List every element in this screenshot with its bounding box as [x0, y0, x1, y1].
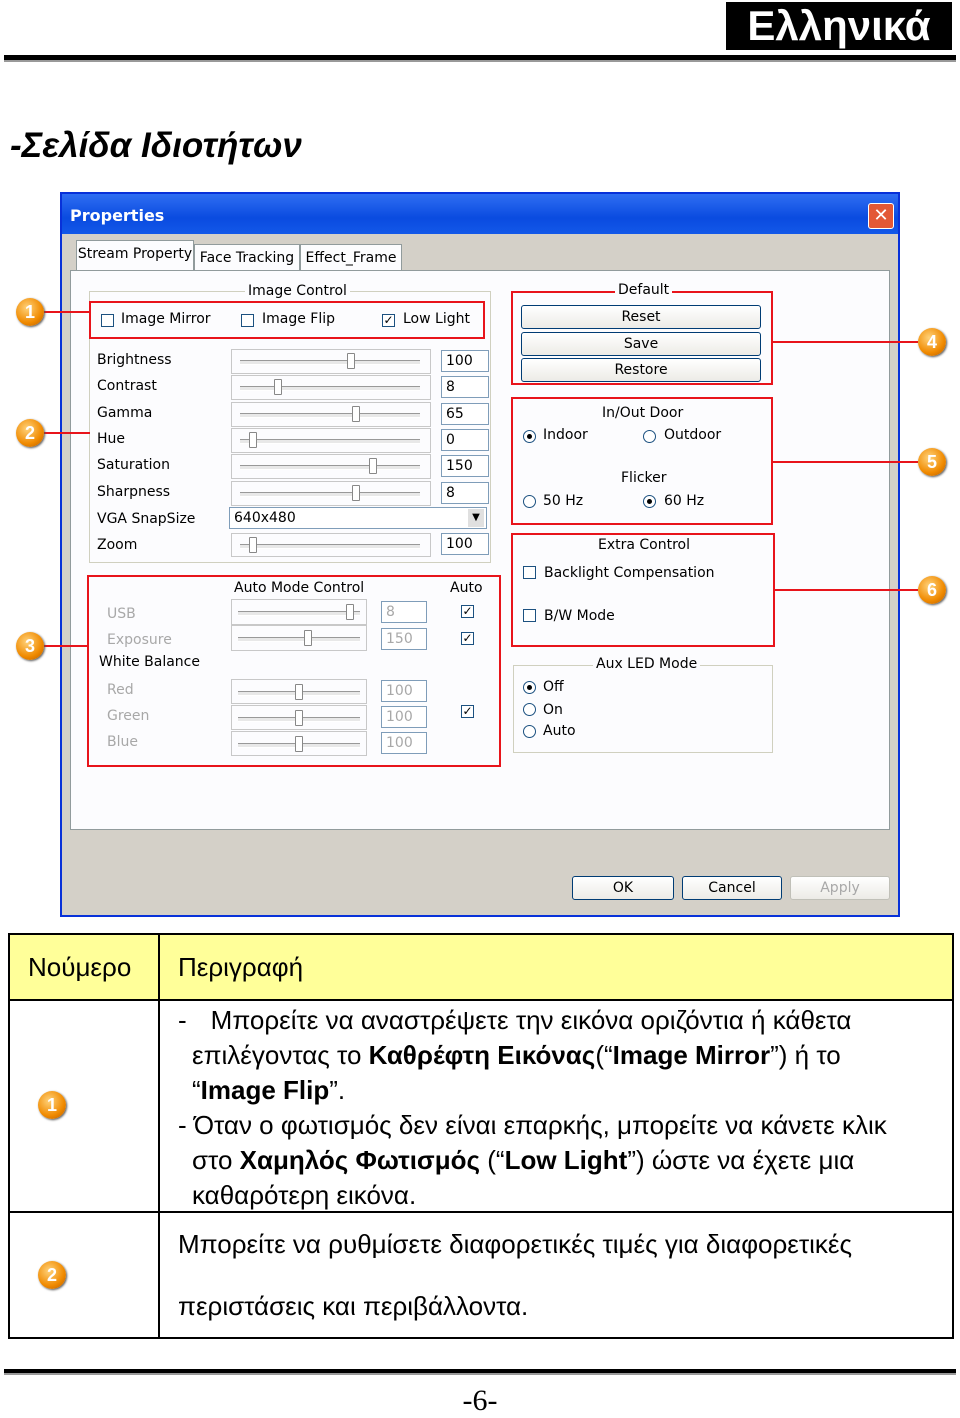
callout-3-marker: 3 — [16, 632, 44, 660]
zoom-slider-frame — [231, 533, 431, 557]
white-balance-label: White Balance — [99, 654, 200, 670]
hz50-radio[interactable] — [523, 495, 536, 508]
sharpness-value-box[interactable]: 8 — [441, 482, 489, 504]
chevron-down-icon[interactable]: ▼ — [468, 509, 484, 527]
green-label: Green — [107, 708, 150, 724]
auto-column-title: Auto — [447, 580, 486, 596]
tab-stream-property[interactable]: Stream Property — [76, 240, 194, 271]
saturation-slider-frame — [231, 454, 431, 479]
backlight-label: Backlight Compensation — [544, 565, 715, 581]
saturation-value-box[interactable]: 150 — [441, 455, 489, 477]
row1-text3a: “ — [192, 1075, 201, 1105]
sharpness-slider-thumb[interactable] — [352, 485, 360, 501]
green-value-box[interactable]: 100 — [381, 706, 427, 728]
tab-effect-frame[interactable]: Effect_Frame — [300, 244, 402, 271]
inout-door-title: In/Out Door — [599, 405, 686, 421]
hz50-label: 50 Hz — [543, 493, 584, 509]
outdoor-radio[interactable] — [643, 430, 656, 443]
column-divider — [158, 935, 160, 1337]
row1-text2d: Image Mirror — [612, 1040, 771, 1070]
exposure-slider-frame — [231, 625, 367, 651]
bw-mode-label: B/W Mode — [544, 608, 615, 624]
restore-button[interactable]: Restore — [521, 358, 761, 382]
aux-on-radio[interactable] — [523, 703, 536, 716]
description-table — [8, 933, 954, 1339]
indoor-radio[interactable] — [523, 430, 536, 443]
gamma-slider-frame — [231, 402, 431, 427]
backlight-checkbox[interactable] — [523, 566, 536, 579]
row1-line4: - Όταν ο φωτισμός δεν είναι επαρκής, μπορείτε να κάνετε κλικ — [178, 1110, 887, 1140]
save-button[interactable]: Save — [521, 332, 761, 356]
row1-text5a: στο — [192, 1145, 240, 1175]
saturation-label: Saturation — [97, 457, 170, 474]
row1-description — [178, 1003, 887, 1213]
exposure-slider-thumb[interactable] — [304, 630, 312, 646]
row1-text2c: (“ — [595, 1040, 613, 1070]
footer-rule — [4, 1369, 956, 1375]
usb-auto-checkbox[interactable]: ✓ — [462, 604, 473, 618]
contrast-slider-track — [240, 386, 420, 391]
callout-6-marker: 6 — [918, 576, 946, 604]
green-slider-frame — [231, 705, 367, 730]
hz60-radio[interactable] — [643, 495, 656, 508]
header-description: Περιγραφή — [178, 952, 304, 982]
aux-auto-radio[interactable] — [523, 725, 536, 738]
extra-control-title: Extra Control — [595, 537, 693, 553]
outdoor-label: Outdoor — [664, 427, 722, 443]
apply-button[interactable]: Apply — [790, 876, 890, 900]
vga-snapsize-label: VGA SnapSize — [97, 511, 196, 527]
tab-panel — [70, 270, 890, 830]
image-mirror-checkbox[interactable] — [101, 314, 114, 327]
gamma-label: Gamma — [97, 404, 153, 421]
aux-off-label: Off — [543, 679, 564, 695]
row1-line2 — [178, 1038, 887, 1073]
properties-dialog — [60, 192, 900, 917]
red-value-box[interactable]: 100 — [381, 680, 427, 702]
aux-on-label: On — [543, 702, 563, 718]
callout-4-line — [772, 341, 918, 343]
row2-line1: Μπορείτε να ρυθμίσετε διαφορετικές τιμές για διαφορετικές — [178, 1229, 853, 1259]
contrast-slider-thumb[interactable] — [274, 379, 282, 395]
usb-label: USB — [107, 606, 136, 622]
tab-face-tracking[interactable]: Face Tracking — [194, 244, 300, 271]
hue-slider-track — [240, 439, 420, 444]
row1-text5b: Χαμηλός Φωτισμός — [239, 1145, 481, 1175]
dialog-titlebar — [62, 194, 898, 234]
ok-button[interactable]: OK — [572, 876, 674, 900]
blue-label: Blue — [107, 734, 138, 750]
brightness-slider-track — [240, 360, 420, 365]
callout-2-line — [44, 432, 90, 434]
row1-text1: Μπορείτε να αναστρέψετε την εικόνα οριζόντια ή κάθετα — [210, 1005, 852, 1035]
blue-value-box[interactable]: 100 — [381, 732, 427, 754]
image-control-title: Image Control — [245, 283, 350, 299]
red-slider-thumb[interactable] — [295, 684, 303, 700]
row1-line3 — [178, 1073, 887, 1108]
exposure-label: Exposure — [107, 632, 172, 648]
saturation-slider-thumb[interactable] — [369, 458, 377, 474]
usb-slider-track — [238, 611, 360, 616]
hue-slider-thumb[interactable] — [249, 432, 257, 448]
usb-slider-frame — [231, 599, 367, 625]
brightness-value-box[interactable]: 100 — [441, 350, 489, 372]
section-title: -Σελίδα Ιδιοτήτων — [10, 126, 302, 165]
usb-slider-thumb[interactable] — [346, 604, 354, 620]
vga-snapsize-select[interactable] — [229, 507, 487, 529]
contrast-slider-frame — [231, 375, 431, 400]
callout-5-marker: 5 — [918, 448, 946, 476]
sharpness-label: Sharpness — [97, 483, 171, 500]
zoom-slider-thumb[interactable] — [249, 537, 257, 553]
zoom-label: Zoom — [97, 537, 138, 553]
header-rule — [4, 55, 956, 62]
row1-line6: καθαρότερη εικόνα. — [192, 1180, 417, 1210]
hue-label: Hue — [97, 430, 126, 447]
aux-led-title: Aux LED Mode — [593, 656, 700, 672]
contrast-label: Contrast — [97, 378, 157, 395]
brightness-slider-thumb[interactable] — [347, 353, 355, 369]
reset-button[interactable]: Reset — [521, 305, 761, 329]
gamma-slider-thumb[interactable] — [352, 406, 360, 422]
zoom-value-box[interactable]: 100 — [441, 533, 489, 555]
row1-text2a: επιλέγοντας το — [192, 1040, 369, 1070]
contrast-value-box[interactable]: 8 — [441, 376, 489, 398]
white-balance-auto-checkbox[interactable]: ✓ — [462, 704, 473, 718]
cancel-button[interactable]: Cancel — [682, 876, 782, 900]
gamma-slider-track — [240, 413, 420, 418]
bw-mode-checkbox[interactable] — [523, 609, 536, 622]
blue-slider-thumb[interactable] — [295, 736, 303, 752]
language-label: Ελληνικά — [726, 2, 952, 50]
row1-line5 — [178, 1143, 887, 1178]
hue-value-box[interactable]: 0 — [441, 429, 489, 451]
row2-line2: περιστάσεις και περιβάλλοντα. — [178, 1291, 529, 1321]
usb-value-box[interactable]: 8 — [381, 601, 427, 623]
callout-1-line — [44, 311, 90, 313]
page-number: -6- — [462, 1384, 498, 1417]
row1-line1 — [178, 1003, 887, 1038]
image-mirror-label: Image Mirror — [121, 311, 211, 327]
row1-text5d: Low Light — [504, 1145, 628, 1175]
aux-off-radio[interactable] — [523, 681, 536, 694]
auto-mode-title: Auto Mode Control — [231, 580, 367, 596]
hue-slider-frame — [231, 428, 431, 453]
row1-text5c: (“ — [480, 1145, 505, 1175]
red-slider-frame — [231, 679, 367, 704]
callout-4-marker: 4 — [918, 328, 946, 356]
row1-text2b: Καθρέφτη Εικόνας — [368, 1040, 596, 1070]
close-button[interactable]: ✕ — [868, 203, 894, 229]
callout-3-line — [44, 645, 88, 647]
image-flip-checkbox[interactable] — [241, 314, 254, 327]
low-light-label: Low Light — [403, 311, 470, 327]
image-flip-label: Image Flip — [262, 311, 336, 327]
default-title: Default — [615, 282, 672, 298]
row2-number-marker: 2 — [38, 1261, 66, 1289]
callout-5-line — [772, 461, 918, 463]
vga-snapsize-value: 640x480 — [234, 510, 296, 526]
exposure-auto-checkbox[interactable]: ✓ — [462, 631, 473, 645]
zoom-slider-track — [240, 544, 420, 549]
hz60-label: 60 Hz — [664, 493, 705, 509]
callout-6-line — [774, 589, 918, 591]
row1-dash: - — [178, 1005, 187, 1035]
header-number: Νούμερο — [28, 952, 132, 982]
indoor-label: Indoor — [543, 427, 588, 443]
brightness-slider-frame — [231, 349, 431, 374]
exposure-slider-track — [238, 637, 360, 642]
red-label: Red — [107, 682, 134, 698]
blue-slider-frame — [231, 731, 367, 756]
table-header-row — [10, 935, 952, 1001]
sharpness-slider-frame — [231, 481, 431, 506]
row1-number-marker: 1 — [38, 1091, 66, 1119]
row1-text3b: Image Flip — [200, 1075, 330, 1105]
exposure-value-box[interactable]: 150 — [381, 628, 427, 650]
callout-1-marker: 1 — [16, 298, 44, 326]
dialog-title: Properties — [70, 206, 165, 225]
aux-auto-label: Auto — [543, 723, 576, 739]
row1-text5e: ”) ώστε να έχετε μια — [627, 1145, 855, 1175]
green-slider-thumb[interactable] — [295, 710, 303, 726]
flicker-title: Flicker — [618, 470, 670, 486]
low-light-checkbox[interactable]: ✓ — [383, 313, 394, 327]
brightness-label: Brightness — [97, 352, 172, 368]
sharpness-slider-track — [240, 492, 420, 497]
row1-text2e: ”) ή το — [770, 1040, 841, 1070]
callout-2-marker: 2 — [16, 419, 44, 447]
row1-text3c: ”. — [329, 1075, 346, 1105]
gamma-value-box[interactable]: 65 — [441, 403, 489, 425]
saturation-slider-track — [240, 465, 420, 470]
